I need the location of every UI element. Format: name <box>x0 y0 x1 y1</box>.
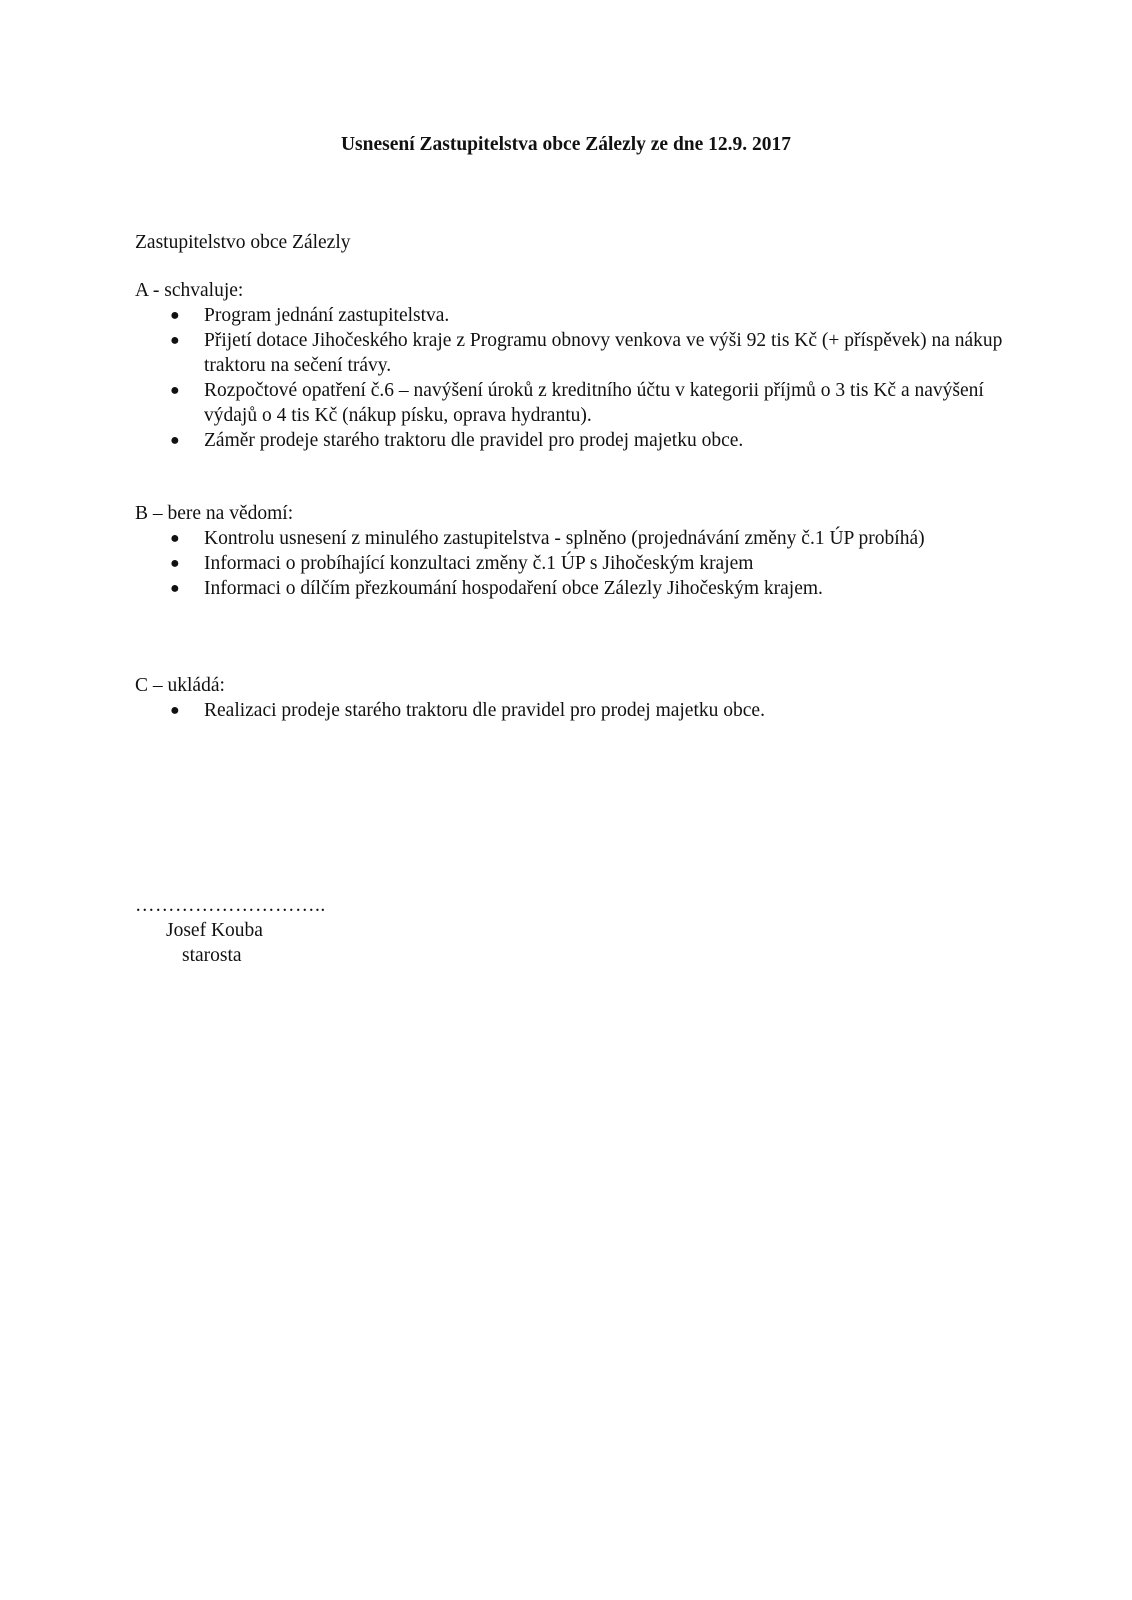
section-c-list <box>135 698 1004 723</box>
list-item-text: Kontrolu usnesení z minulého zastupitelstva - splněno (projednávání změny č.1 ÚP probíhá) <box>204 528 925 549</box>
list-item <box>135 698 1004 723</box>
list-item-text: Program jednání zastupitelstva. <box>204 305 450 326</box>
list-item <box>135 378 1004 428</box>
bullet-icon: ● <box>170 382 180 399</box>
signature-line: ……………………….. <box>135 895 326 916</box>
list-item <box>135 328 1004 378</box>
section-a-list <box>135 303 1004 453</box>
section-a-heading: A - schvaluje: <box>135 280 244 301</box>
list-item-text: Záměr prodeje starého traktoru dle pravidel pro prodej majetku obce. <box>204 430 744 451</box>
bullet-icon: ● <box>170 307 180 324</box>
list-item-text: Informaci o dílčím přezkoumání hospodaření obce Zálezly Jihočeským krajem. <box>204 578 823 599</box>
list-item <box>135 551 1004 576</box>
signatory-role: starosta <box>182 945 242 966</box>
list-item-text: Rozpočtové opatření č.6 – navýšení úroků z kreditního účtu v kategorii příjmů o 3 tis Kč a navýšení výdajů o 4 tis Kč (nákup písku, oprava hydrantu). <box>204 380 984 426</box>
bullet-icon: ● <box>170 432 180 449</box>
section-b-list <box>135 526 1004 601</box>
section-c-heading: C – ukládá: <box>135 675 225 696</box>
list-item-text: Realizaci prodeje starého traktoru dle pravidel pro prodej majetku obce. <box>204 700 765 721</box>
bullet-icon: ● <box>170 555 180 572</box>
document-title: Usnesení Zastupitelstva obce Zálezly ze dne 12.9. 2017 <box>340 134 792 155</box>
list-item <box>135 526 1004 551</box>
bullet-icon: ● <box>170 332 180 349</box>
bullet-icon: ● <box>170 580 180 597</box>
bullet-icon: ● <box>170 530 180 547</box>
list-item <box>135 303 1004 328</box>
signature-block <box>135 893 326 968</box>
section-b-heading: B – bere na vědomí: <box>135 503 294 524</box>
list-item-text: Informaci o probíhající konzultaci změny č.1 ÚP s Jihočeským krajem <box>204 553 754 574</box>
bullet-icon: ● <box>170 702 180 719</box>
list-item <box>135 428 1004 453</box>
signatory-name: Josef Kouba <box>166 920 263 941</box>
list-item <box>135 576 1004 601</box>
intro-text: Zastupitelstvo obce Zálezly <box>135 232 351 253</box>
list-item-text: Přijetí dotace Jihočeského kraje z Programu obnovy venkova ve výši 92 tis Kč (+ příspěvek) na nákup traktoru na sečení trávy. <box>204 330 1003 376</box>
